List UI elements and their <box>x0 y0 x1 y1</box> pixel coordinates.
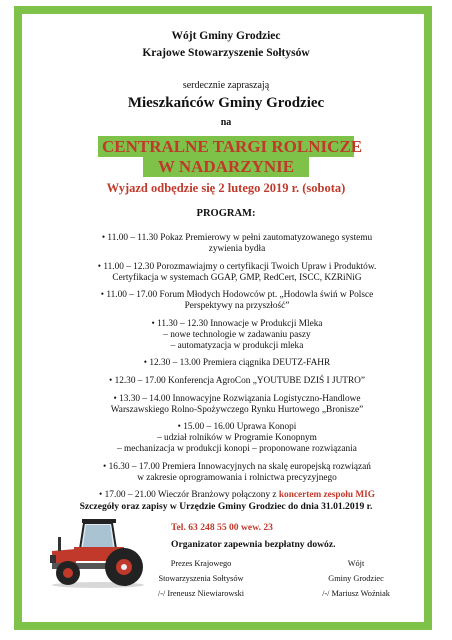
program-item <box>62 376 412 387</box>
phone-number: Tel. 63 248 55 00 wew. 23 <box>171 522 273 533</box>
organizer-line-2: Krajowe Stowarzyszenie Sołtysów <box>142 47 310 59</box>
program-item-line: – automatyzacja w produkcji mleka <box>170 340 304 351</box>
invite-text: serdecznie zapraszają <box>182 80 270 91</box>
program-item-line: 17.00 – 21.00 Wieczór Branżowy połączony z <box>104 490 279 501</box>
program-item-line: w zakresie oprogramowania i rolnictwa precyzyjnego <box>137 472 337 483</box>
bullet-icon: • <box>108 375 115 386</box>
bullet-icon: • <box>151 318 158 329</box>
event-title-line-2: W NADARZYNIE <box>143 156 309 177</box>
invited-guests: Mieszkańców Gminy Grodziec <box>127 95 325 111</box>
program-item <box>62 394 412 416</box>
concert-highlight: koncertem zespołu MIG <box>278 490 375 501</box>
program-item <box>62 233 412 255</box>
program-item-line: 12.30 – 13.00 Premiera ciągnika DEUTZ-FAHR <box>149 358 331 369</box>
signature-left-line: Prezes Krajowego <box>170 559 232 568</box>
signature-left-line: /-/ Ireneusz Niewiarowski <box>157 589 245 598</box>
bullet-icon: • <box>143 358 150 369</box>
signature-left <box>136 556 266 601</box>
program-item-line: 11.00 – 11.30 Pokaz Premierowy w pełni zautomatyzowanego systemu <box>107 233 373 243</box>
bullet-icon: • <box>101 233 108 243</box>
bullet-icon: • <box>177 422 184 433</box>
signature-right-line: Gminy Grodziec <box>328 574 384 583</box>
signature-left-line: Stowarzyszenia Sołtysów <box>158 574 244 583</box>
program-item-line: Warszawskiego Rolno-Spożywczego Rynku Hurtowego „Bronisze” <box>110 404 364 415</box>
program-item <box>62 422 412 455</box>
bullet-icon: • <box>100 290 107 301</box>
program-item-line: Certyfikacja w systemach GGAP, GMP, RedCert, ISCC, KZRiNiG <box>112 272 362 283</box>
program-item-line: – mechanizacja w produkcji konopi – proponowane rozwiązania <box>117 444 357 455</box>
departure-info: Wyjazd odbędzie się 2 lutego 2019 r. (sobota) <box>106 181 346 195</box>
program-item <box>62 358 412 369</box>
program-item <box>62 262 412 284</box>
event-title-line-1: CENTRALNE TARGI ROLNICZE <box>98 136 354 157</box>
program-list <box>62 233 412 508</box>
program-item-line: 16.30 – 17.00 Premiera Innowacyjnych na skalę europejską rozwiązań <box>108 461 371 472</box>
program-item-line: Perspektywy na przyszłość” <box>184 301 290 312</box>
program-item-line: 12.30 – 17.00 Konferencja AgroCon „YOUTUBE DZIŚ I JUTRO” <box>114 375 366 386</box>
signature-right <box>306 556 406 601</box>
program-item-line: – nowe technologie w zadawaniu paszy <box>163 329 311 340</box>
program-item <box>62 319 412 352</box>
program-item <box>62 290 412 312</box>
organizer-line-1: Wójt Gminy Grodziec <box>171 30 281 42</box>
bullet-icon: • <box>99 490 105 501</box>
program-item-line: 15.00 – 16.00 Uprawa Konopi <box>183 422 297 433</box>
program-item-line: 11.30 – 12.30 Innowacje w Produkcji Mleka <box>157 318 323 329</box>
signature-right-line: Wójt <box>347 559 365 568</box>
program-item-line: 13.30 – 14.00 Innowacyjne Rozwiązania Logistyczno-Handlowe <box>119 393 361 404</box>
tractor-icon <box>46 515 150 589</box>
program-item-line: zywienia bydła <box>208 244 266 254</box>
bullet-icon: • <box>103 461 109 472</box>
registration-details: Szczegóły oraz zapisy w Urzędzie Gminy Grodziec do dnia 31.01.2019 r. <box>79 501 373 512</box>
program-item <box>62 462 412 484</box>
program-item-line: – udział rolników w Programie Konopnym <box>157 433 317 444</box>
bullet-icon: • <box>113 393 120 404</box>
program-item-line: 11.00 – 17.00 Forum Młodych Hodowców pt. „Hodowla świń w Polsce <box>106 290 374 301</box>
program-item-line: 11.00 – 12.30 Porozmawiajmy o certyfikacji Twoich Upraw i Produktów. <box>103 261 377 272</box>
program-heading: PROGRAM: <box>196 208 256 219</box>
to-word: na <box>220 117 232 128</box>
transport-info: Organizator zapewnia bezpłatny dowóz. <box>171 539 336 550</box>
program-item <box>62 490 412 501</box>
bullet-icon: • <box>97 261 104 272</box>
signature-right-line: /-/ Mariusz Woźniak <box>322 589 390 598</box>
